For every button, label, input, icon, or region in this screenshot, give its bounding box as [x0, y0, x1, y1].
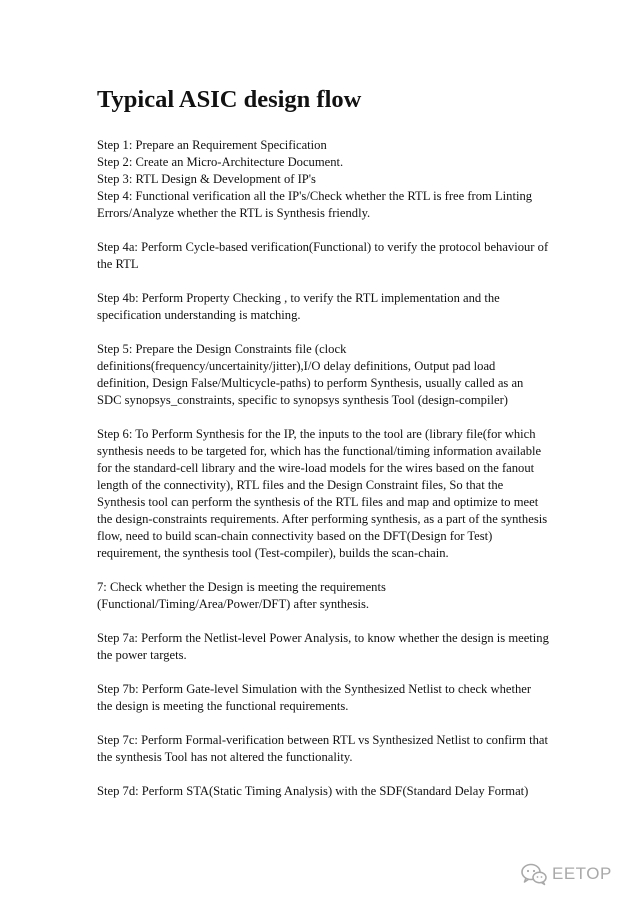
- step-7d-paragraph: Step 7d: Perform STA(Static Timing Analysis) with the SDF(Standard Delay Format): [97, 784, 529, 798]
- step-1-paragraph: Step 1: Prepare an Requirement Specification: [97, 138, 327, 152]
- step-7a-paragraph: Step 7a: Perform the Netlist-level Power Analysis, to know whether the design is meeting the power targets.: [97, 631, 549, 662]
- step-7b-paragraph: Step 7b: Perform Gate-level Simulation with the Synthesized Netlist to check whether the design is meeting the functional requirements.: [97, 682, 532, 713]
- step-4a-paragraph: Step 4a: Perform Cycle-based verification(Functional) to verify the protocol behaviour of the RTL: [97, 240, 549, 271]
- document-title: Typical ASIC design flow: [97, 86, 362, 113]
- step-2-paragraph: Step 2: Create an Micro-Architecture Document.: [97, 155, 344, 169]
- step-4b-paragraph: Step 4b: Perform Property Checking , to verify the RTL implementation and the specification understanding is matching.: [97, 291, 500, 322]
- step-7-paragraph: 7: Check whether the Design is meeting the requirements (Functional/Timing/Area/Power/DFT) after synthesis.: [97, 580, 386, 611]
- step-6-paragraph: Step 6: To Perform Synthesis for the IP, the inputs to the tool are (library file(for which synthesis needs to be targeted for, which has the functional/timing information available for the standard-cell library and the wire-load models for the wires based on the fanout length of the connectivity), RTL files and the Design Constraint files, So that the Synthesis tool can perform the synthesis of the RTL files and map and optimize to meet the design-constraints requirements. After performing synthesis, as a part of the synthesis flow, need to build scan-chain connectivity based on the DFT(Design for Test) requirement, the synthesis tool (Test-compiler), builds the scan-chain.: [97, 427, 548, 560]
- step-5-paragraph: Step 5: Prepare the Design Constraints file (clock definitions(frequency/uncertainity/jitter),I/O delay definitions, Output pad load definition, Design False/Multicycle-paths) to perform Synthesis, usually called as an SDC synopsys_constraints, specific to synopsys synthesis Tool (design-compiler): [97, 342, 524, 407]
- step-7c-paragraph: Step 7c: Perform Formal-verification between RTL vs Synthesized Netlist to confirm that the synthesis Tool has not altered the functionality.: [97, 733, 548, 764]
- watermark-text: EETOP: [552, 864, 612, 883]
- step-3-paragraph: Step 3: RTL Design & Development of IP's: [97, 172, 316, 186]
- document-page: [97, 84, 549, 800]
- step-4-paragraph: Step 4: Functional verification all the IP's/Check whether the RTL is free from Linting Errors/Analyze whether the RTL is Synthesis friendly.: [97, 189, 533, 220]
- wechat-icon: [520, 862, 548, 886]
- eetop-watermark: [520, 862, 612, 886]
